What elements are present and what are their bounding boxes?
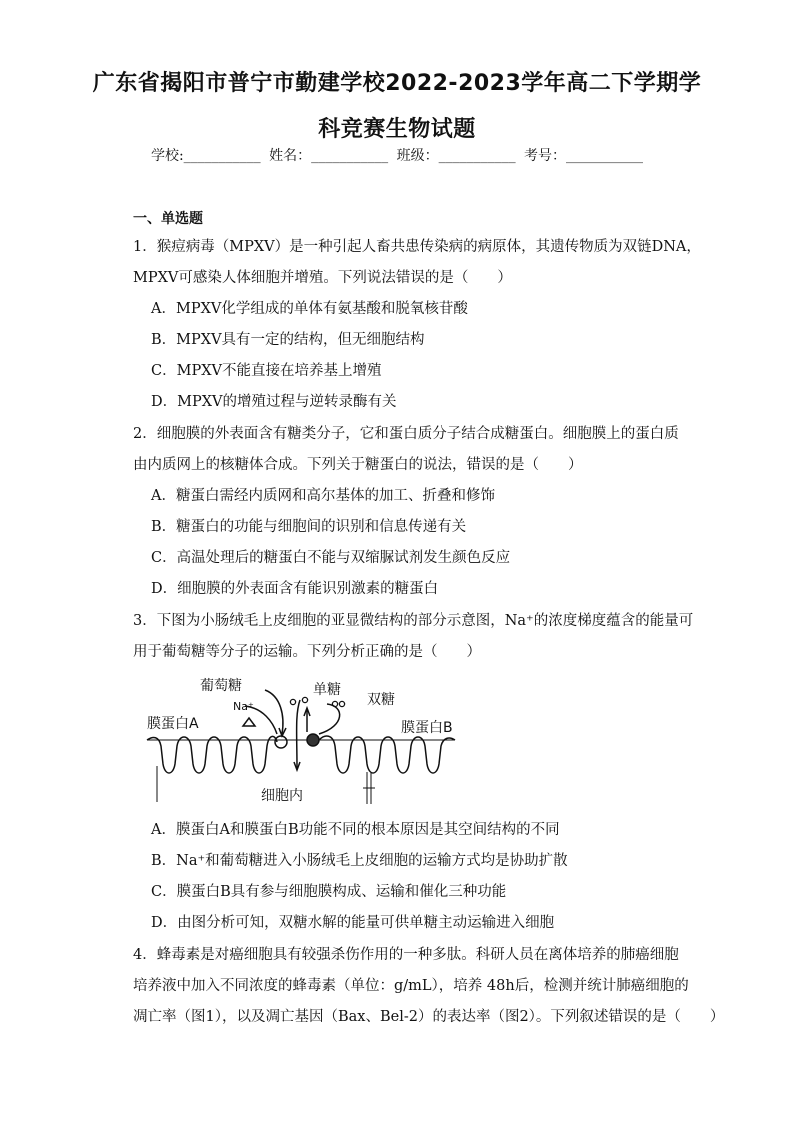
q1-option-c: C．MPXV不能直接在培养基上增殖 xyxy=(151,363,382,379)
exam-number-field[interactable]: 考号：___________ xyxy=(524,148,644,164)
protein-b-shape xyxy=(307,734,319,746)
q1-option-b: B．MPXV具有一定的结构，但无细胞结构 xyxy=(151,332,425,348)
label-protein-a: 膜蛋白A xyxy=(147,716,199,732)
q1-stem-line1: 1．猴痘病毒（MPXV）是一种引起人畜共患传染病的病原体，其遗传物质为双链DNA， xyxy=(133,239,701,255)
q3-stem-line1: 3．下图为小肠绒毛上皮细胞的亚显微结构的部分示意图，Na⁺的浓度梯度蕴含的能量可 xyxy=(133,613,694,629)
exam-title-line2: 科竞赛生物试题 xyxy=(318,117,476,142)
name-field[interactable]: 姓名：___________ xyxy=(269,148,389,164)
label-na: Na⁺ xyxy=(233,700,254,713)
q3-stem-line2: 用于葡萄糖等分子的运输。下列分析正确的是（ ） xyxy=(133,644,481,660)
q3-option-d: D．由图分析可知，双糖水解的能量可供单糖主动运输进入细胞 xyxy=(151,915,555,931)
q3-option-a: A．膜蛋白A和膜蛋白B功能不同的根本原因是其空间结构的不同 xyxy=(151,822,560,838)
q2-option-c: C．高温处理后的糖蛋白不能与双缩脲试剂发生颜色反应 xyxy=(151,550,511,566)
q4-stem-line2: 培养液中加入不同浓度的蜂毒素（单位：g/mL），培养 48h后，检测并统计肺癌细胞的 xyxy=(133,978,689,994)
label-glucose: 葡萄糖 xyxy=(200,678,242,694)
label-disaccharide: 双糖 xyxy=(367,692,395,708)
q3-option-b: B．Na⁺和葡萄糖进入小肠绒毛上皮细胞的运输方式均是协助扩散 xyxy=(151,853,568,869)
q2-option-d: D．细胞膜的外表面含有能识别激素的糖蛋白 xyxy=(151,581,439,597)
q1-stem-line2: MPXV可感染人体细胞并增殖。下列说法错误的是（ ） xyxy=(133,270,512,286)
q2-option-a: A．糖蛋白需经内质网和高尔基体的加工、折叠和修饰 xyxy=(151,488,495,504)
q3-option-c: C．膜蛋白B具有参与细胞膜构成、运输和催化三种功能 xyxy=(151,884,507,900)
label-inside-cell: 细胞内 xyxy=(261,788,303,804)
q4-stem-line3: 凋亡率（图1），以及凋亡基因（Bax、Bel-2）的表达率（图2）。下列叙述错误的是（ ） xyxy=(133,1009,725,1025)
label-protein-b: 膜蛋白B xyxy=(401,720,453,736)
q2-stem-line2: 由内质网上的核糖体合成。下列关于糖蛋白的说法，错误的是（ ） xyxy=(133,457,583,473)
school-field[interactable]: 学校:___________ xyxy=(150,148,261,164)
exam-title-line1: 广东省揭阳市普宁市勤建学校2022-2023学年高二下学期学 xyxy=(92,71,702,96)
class-field[interactable]: 班级：___________ xyxy=(396,148,516,164)
student-info-fields xyxy=(0,145,794,165)
q2-option-b: B．糖蛋白的功能与细胞间的识别和信息传递有关 xyxy=(151,519,467,535)
microvilli-membrane xyxy=(147,690,455,804)
q1-option-a: A．MPXV化学组成的单体有氨基酸和脱氧核苷酸 xyxy=(151,301,468,317)
q2-stem-line1: 2．细胞膜的外表面含有糖类分子，它和蛋白质分子结合成糖蛋白。细胞膜上的蛋白质 xyxy=(133,426,679,442)
section-title: 一、单选题 xyxy=(133,211,203,227)
q1-option-d: D．MPXV的增殖过程与逆转录酶有关 xyxy=(151,394,397,410)
membrane-transport-diagram xyxy=(145,676,475,806)
label-monosaccharide: 单糖 xyxy=(313,682,341,698)
q4-stem-line1: 4．蜂毒素是对癌细胞具有较强杀伤作用的一种多肽。科研人员在离体培养的肺癌细胞 xyxy=(133,947,679,963)
